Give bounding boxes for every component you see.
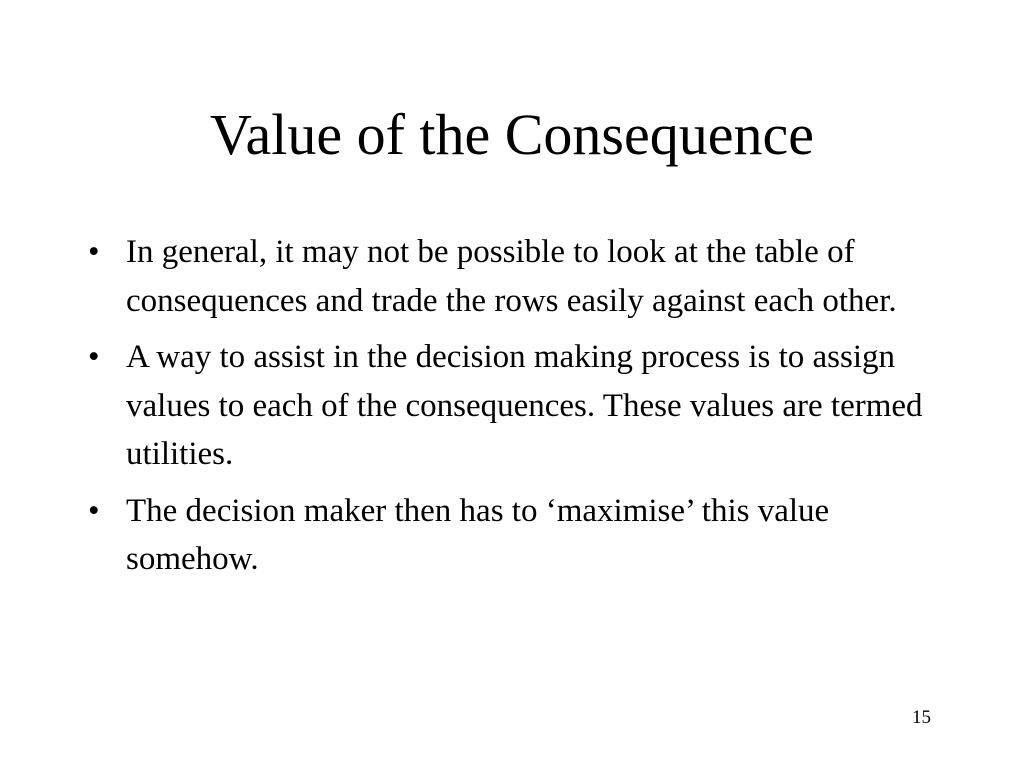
slide-title: Value of the Consequence	[210, 102, 814, 167]
bullet-text: A way to assist in the decision making process is to assign values to each of the consequences. These values are termed utilities.	[126, 339, 923, 472]
page-number: 15	[912, 707, 931, 728]
bullet-marker: •	[88, 339, 100, 375]
bullet-item	[88, 228, 928, 325]
bullet-text: The decision maker then has to ‘maximise’ this value somehow.	[126, 492, 830, 577]
bullet-item	[88, 333, 928, 479]
bullet-text: In general, it may not be possible to look at the table of consequences and trade the rows easily against each other.	[126, 234, 897, 319]
bullet-marker: •	[88, 234, 100, 270]
bullet-list	[88, 228, 928, 592]
bullet-marker: •	[88, 492, 100, 529]
bullet-item	[88, 487, 928, 584]
